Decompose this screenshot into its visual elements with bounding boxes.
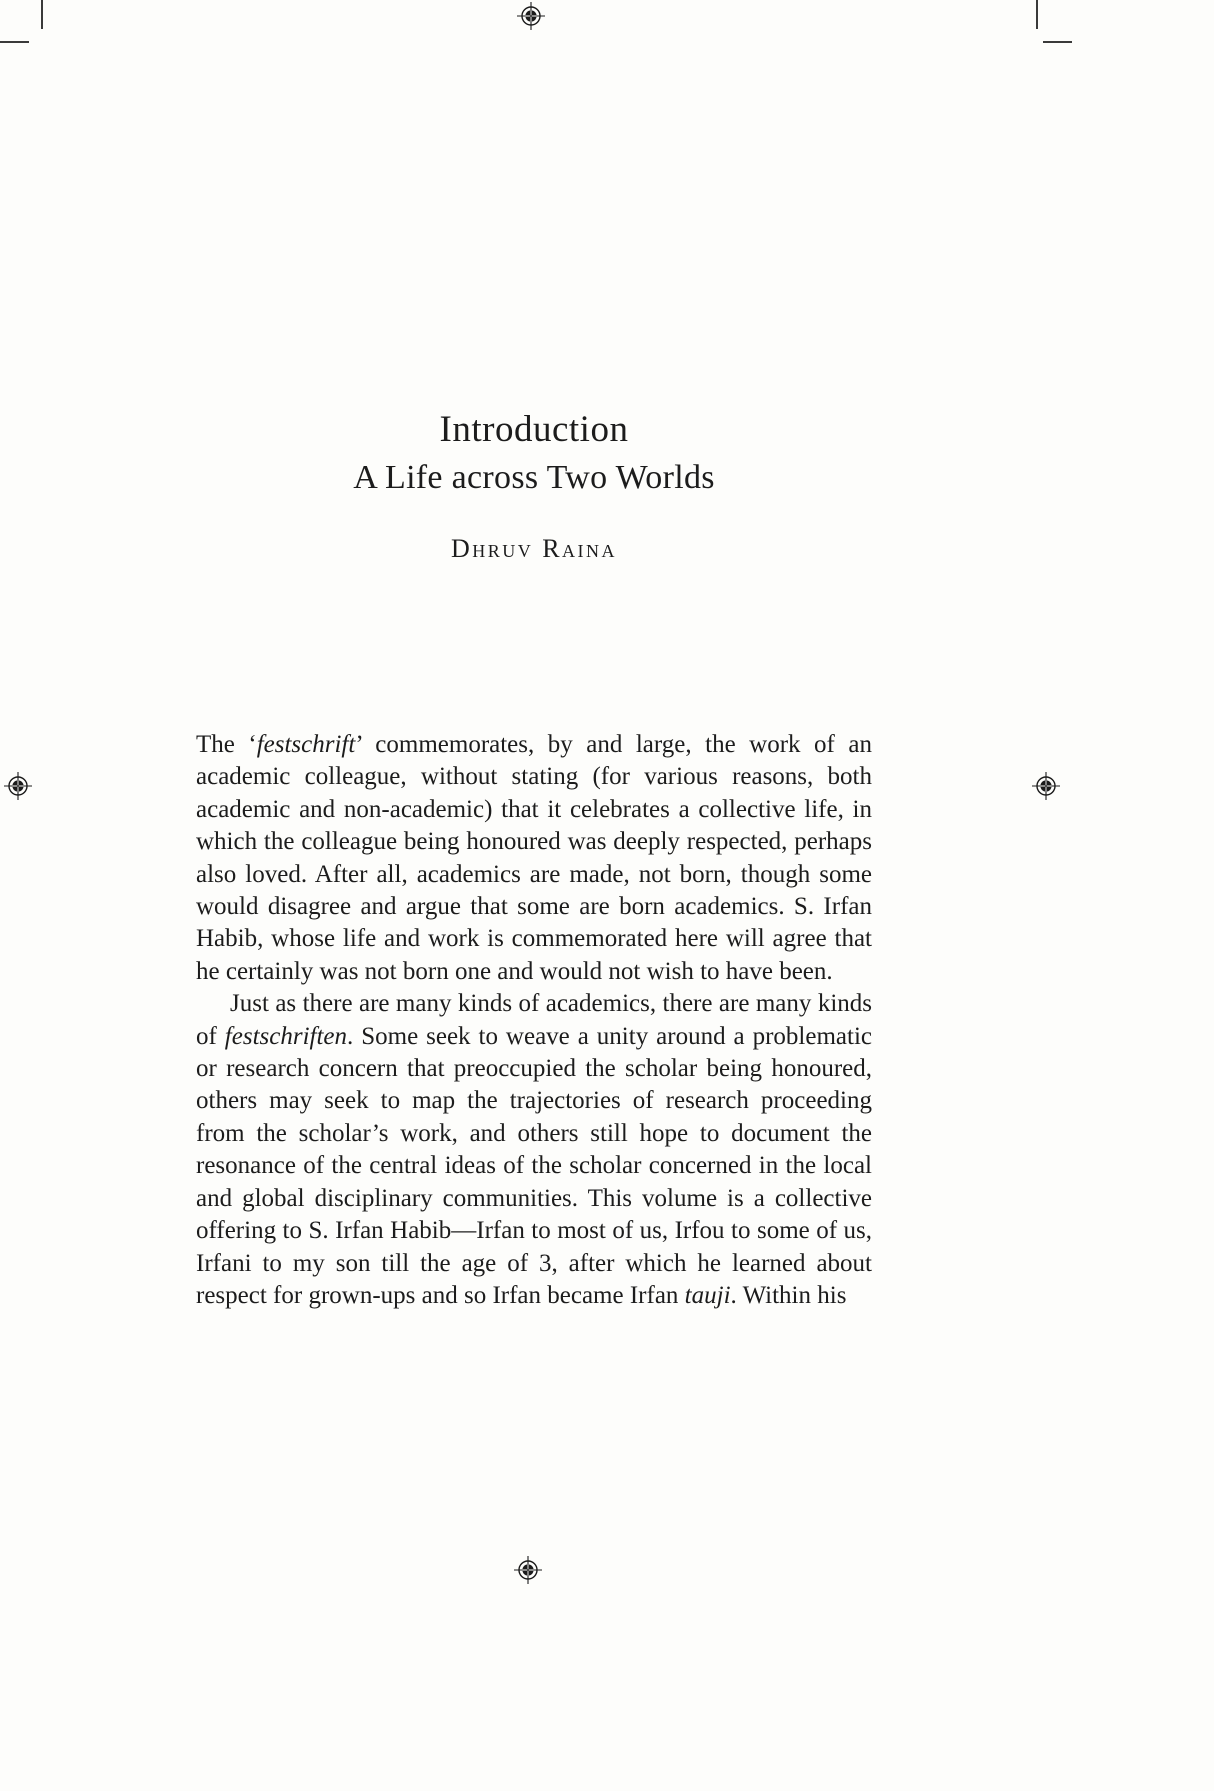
crop-mark-top-right-vertical xyxy=(1036,0,1038,29)
registration-mark-right-icon xyxy=(1031,771,1061,801)
registration-mark-top-icon xyxy=(516,1,546,31)
crop-mark-top-left-horizontal xyxy=(0,41,29,43)
crop-mark-top-right-horizontal xyxy=(1043,41,1072,43)
crop-mark-top-left-vertical xyxy=(41,0,43,29)
author-name: Dhruv Raina xyxy=(450,534,618,563)
paragraph: Just as there are many kinds of academics, there are many kinds of festschriften. Some seek to weave a unity around a problematic or research concern that preoccupied the scholar being honoured, others may seek to map the trajectories of research proceeding from the scholar’s work, and others still hope to document the resonance of the central ideas of the scholar concerned in the local and global disciplinary communities. This volume is a collective offering to S. Irfan Habib—Irfan to most of us, Irfou to some of us, Irfani to my son till the age of 3, after which he learned about respect for grown-ups and so Irfan became Irfan tauji. Within his xyxy=(196,990,873,1309)
registration-mark-left-icon xyxy=(3,771,33,801)
body-text xyxy=(196,729,872,1312)
paragraph: The ‘festschrift’ commemorates, by and large, the work of an academic colleague, without stating (for various reasons, both academic and non-academic) that it celebrates a collective life, in which the colleague being honoured was deeply respected, perhaps also loved. After all, academics are made, not born, though some would disagree and argue that some are born academics. S. Irfan Habib, whose life and work is commemorated here will agree that he certainly was not born one and would not wish to have been. xyxy=(196,731,872,985)
page-title: Introduction xyxy=(439,409,629,450)
page-subtitle: A Life across Two Worlds xyxy=(353,459,715,496)
chapter-heading xyxy=(196,406,872,564)
registration-mark-bottom-icon xyxy=(513,1555,543,1585)
